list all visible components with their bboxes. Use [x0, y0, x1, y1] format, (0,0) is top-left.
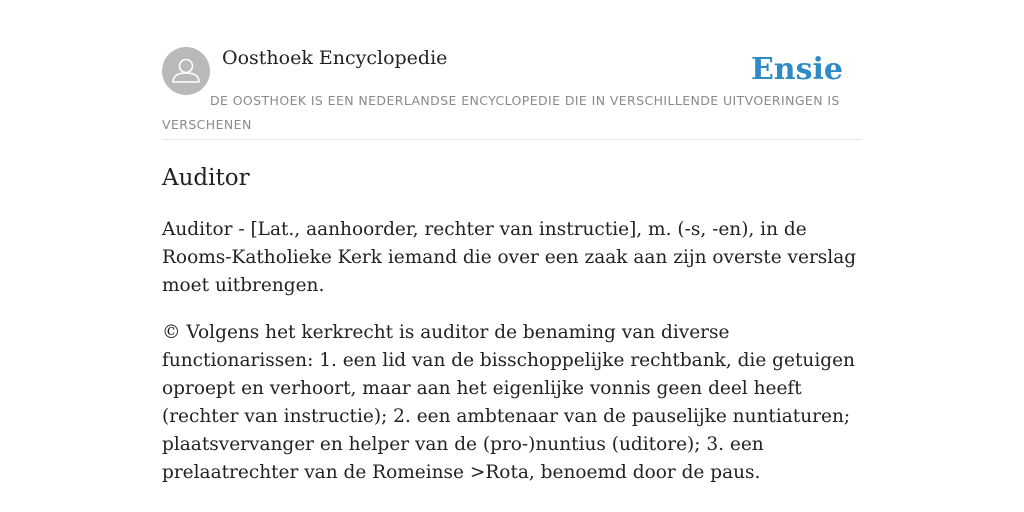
- source-avatar[interactable]: [162, 47, 210, 95]
- article-title: Auditor: [162, 165, 250, 191]
- page: [162, 0, 862, 483]
- article-paragraph: Auditor - [Lat., aanhoorder, rechter van instructie], m. (-s, -en), in de Rooms-Katholieke Kerk iemand die over een zaak aan zijn overste verslag moet uitbrengen.: [162, 219, 857, 296]
- article: [162, 160, 862, 487]
- source-title[interactable]: Oosthoek Encyclopedie: [222, 47, 448, 69]
- user-icon: [162, 47, 210, 95]
- source-header: [162, 0, 862, 140]
- article-paragraph: © Volgens het kerkrecht is auditor de benaming van diverse functionarissen: 1. een lid van de bisschoppelijke rechtbank, die getuigen oproept en verhoort, maar aan het eigenlijke vonnis geen deel heeft (rechter van instructie); 2. een ambtenaar van de pauselijke nuntiaturen; plaatsvervanger en helper van de (pro-)nuntius (uditore); 3. een prelaatrechter van de Romeinse >Rota, benoemd door de paus.: [162, 322, 855, 483]
- brand-logo[interactable]: Ensie: [750, 52, 843, 87]
- source-tagline: DE OOSTHOEK IS EEN NEDERLANDSE ENCYCLOPEDIE DIE IN VERSCHILLENDE UITVOERINGEN IS VERSCHENEN: [162, 93, 840, 132]
